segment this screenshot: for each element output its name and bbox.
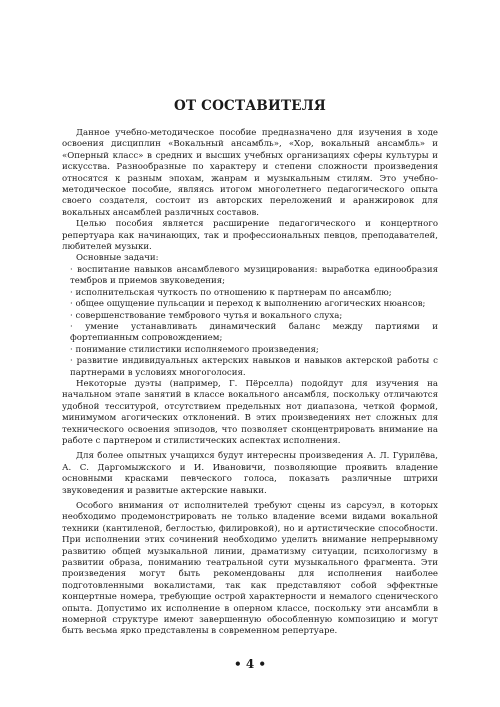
page-title: ОТ СОСТАВИТЕЛЯ xyxy=(174,98,326,114)
goal-paragraph: Целью пособия является расширение педагогического и концертного репертуара как начинающих, так и профессиональных певцов, преподавателей, любителей музыки. xyxy=(62,219,438,253)
list-item: · общее ощущение пульсации и переход к выполнению агогических нюансов; xyxy=(70,299,426,310)
beginner-repertoire-paragraph: Некоторые дуэты (например, Г. Пёрселла) подойдут для изучения на начальном этапе занятий в классе вокального ансамбля, поскольку отличаются удобной тесситурой, отсутствием предельных нот диапазона, четкой формой, минимумом агогических отклонений. В этих произведениях нет сложных для технического освоения эпизодов, что позволяет сконцентрировать внимание на работе с партнером и стилистических аспектах исполнения. xyxy=(62,378,438,446)
list-item: · развитие индивидуальных актерских навыков и навыков актерской работы с партнерами в условиях многоголосия. xyxy=(70,356,438,378)
tasks-heading: Основные задачи: xyxy=(76,253,159,264)
document-body xyxy=(62,98,438,638)
zarzuela-paragraph: Особого внимания от исполнителей требуют сцены из сарсуэл, в которых необходимо продемонстрировать не только владение всеми видами вокальной техники (кантиленой, беглостью, филировкой), но и артистические способности. При исполнении этих сочинений необходимо уделить внимание непрерывному развитию общей музыкальной линии, драматизму ситуации, психологизму в развитии образа, пониманию театральной сути музыкального фрагмента. Эти произведения могут быть рекомендованы для исполнения наиболее подготовленными вокалистами, так как представляют собой эффектные концертные номера, требующие острой характерности и немалого сценического опыта. Допустимо их исполнение в оперном классе, поскольку эти ансамбли в номерной структуре имеют завершенную обособленную композицию и могут быть весьма ярко представлены в современном репертуаре. xyxy=(62,501,438,637)
tasks-list xyxy=(62,265,438,379)
advanced-repertoire-paragraph: Для более опытных учащихся будут интересны произведения А. Л. Гурилёва, А. С. Даргомыжского и И. Ивановичи, позволяющие проявить владение основными красками певческого голоса, показать различные штрихи звуковедения и развитые актерские навыки. xyxy=(62,451,438,496)
list-item: · совершенствование тембрового чутья и вокального слуха; xyxy=(70,310,343,321)
list-item: · исполнительская чуткость по отношению к партнерам по ансамблю; xyxy=(70,287,392,298)
list-item: · умение устанавливать динамический баланс между партиями и фортепианным сопровождением; xyxy=(70,321,438,344)
page-number: • 4 • xyxy=(233,657,267,671)
list-item: · воспитание навыков ансамблевого музицирования: выработка единообразия тембров и приемов звуковедения; xyxy=(70,264,438,287)
list-item: · понимание стилистики исполняемого произведения; xyxy=(70,344,319,355)
intro-paragraph: Данное учебно-методическое пособие предназначено для изучения в ходе освоения дисциплин «Вокальный ансамбль», «Хор, вокальный ансамбль» и «Оперный класс» в средних и высших учебных организациях сферы культуры и искусства. Разнообразные по характеру и степени сложности произведения относятся к разным эпохам, жанрам и музыкальным стилям. Это учебно-методическое пособие, являясь итогом многолетнего педагогического опыта своего создателя, состоит из авторских переложений и аранжировок для вокальных ансамблей различных составов. xyxy=(62,128,438,218)
